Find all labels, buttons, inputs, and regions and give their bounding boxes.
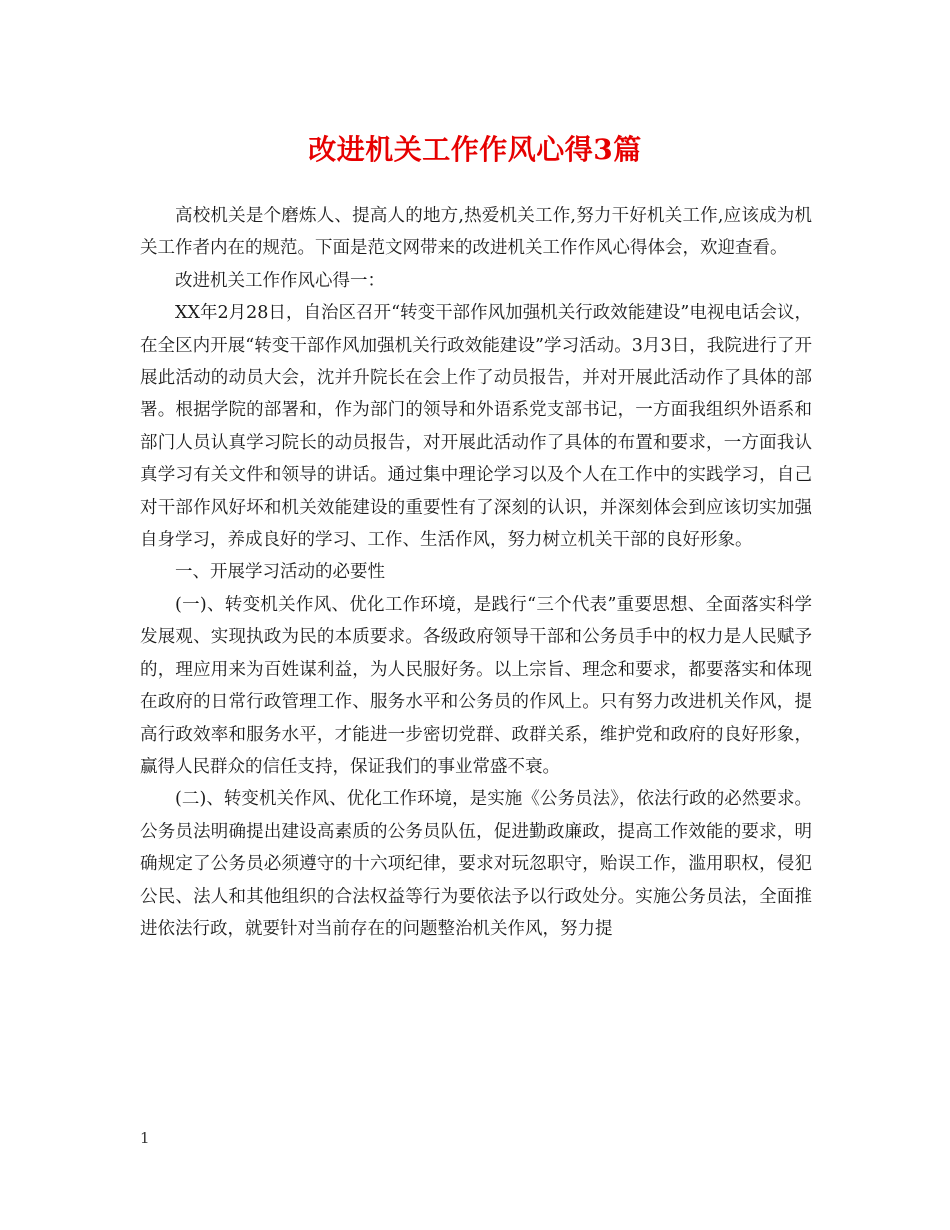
body-paragraph: XX年2月28日，自治区召开“转变干部作风加强机关行政效能建设”电视电话会议，在全区内开展“转变干部作风加强机关行政效能建设”学习活动。3月3日，我院进行了开展此活动的动员大会，沈并升院长在会上作了动员报告，并对开展此活动作了具体的部署。根据学院的部署和，作为部门的领导和外语系党支部书记，一方面我组织外语系和部门人员认真学习院长的动员报告，对开展此活动作了具体的布置和要求，一方面我认真学习有关文件和领导的讲话。通过集中理论学习以及个人在工作中的实践学习，自己对干部作风好坏和机关效能建设的重要性有了深刻的认识，并深刻体会到应该切实加强自身学习，养成良好的学习、工作、生活作风，努力树立机关干部的良好形象。 xyxy=(140,303,812,551)
body-paragraph: (一)、转变机关作风、优化工作环境，是践行“三个代表”重要思想、全面落实科学发展观、实现执政为民的本质要求。各级政府领导干部和公务员手中的权力是人民赋予的，理应用来为百姓谋利益，为人民服好务。以上宗旨、理念和要求，都要落实和体现在政府的日常行政管理工作、服务水平和公务员的作风上。只有努力改进机关作风，提高行政效率和服务水平，才能进一步密切党群、政群关系，维护党和政府的良好形象，赢得人民群众的信任支持，保证我们的事业常盛不衰。 xyxy=(140,594,812,777)
document-title: 改进机关工作作风心得3篇 xyxy=(308,133,642,166)
document-body xyxy=(140,200,812,945)
body-paragraph: (二)、转变机关作风、优化工作环境，是实施《公务员法》，依法行政的必然要求。公务员法明确提出建设高素质的公务员队伍，促进勤政廉政，提高工作效能的要求，明确规定了公务员必须遵守的十六项纪律，要求对玩忽职守，贻误工作，滥用职权，侵犯公民、法人和其他组织的合法权益等行为要依法予以行政处分。实施公务员法，全面推进依法行政，就要针对当前存在的问题整治机关作风，努力提 xyxy=(140,789,812,939)
section-heading-one: 改进机关工作作风心得一： xyxy=(175,270,385,291)
intro-paragraph: 高校机关是个磨炼人、提高人的地方,热爱机关工作,努力干好机关工作,应该成为机关工作者内在的规范。下面是范文网带来的改进机关工作作风心得体会，欢迎查看。 xyxy=(140,206,812,259)
subsection-heading: 一、开展学习活动的必要性 xyxy=(175,562,385,583)
page-number: 1 xyxy=(140,1129,150,1147)
